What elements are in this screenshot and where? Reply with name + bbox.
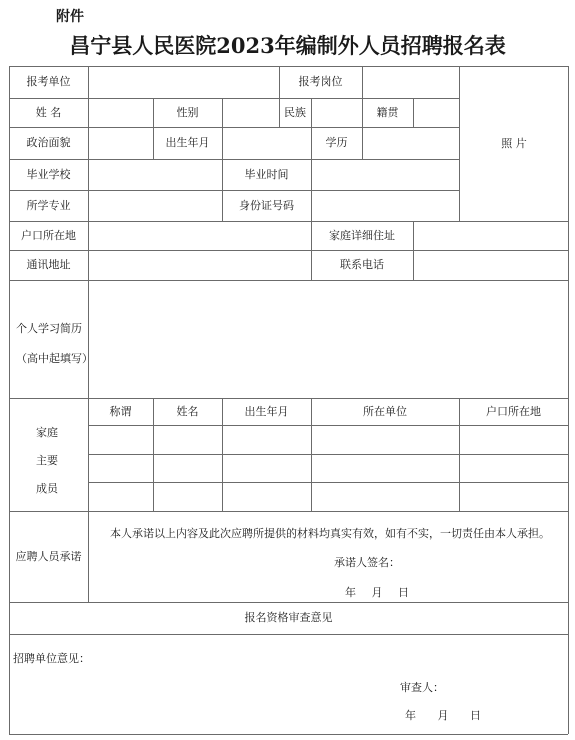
family-label-3: 成员 — [36, 482, 58, 495]
pledge-date[interactable]: 年 月 日 — [345, 586, 409, 599]
pledge-text: 本人承诺以上内容及此次应聘所提供的材料均真实有效，如有不实，一切责任由本人承担。 — [110, 527, 550, 540]
review-date[interactable]: 年 月 日 — [405, 709, 481, 722]
row-line — [9, 634, 568, 635]
name-label: 姓 名 — [35, 105, 62, 119]
birth-date-label: 出生年月 — [165, 136, 210, 150]
family-row-3[interactable] — [89, 483, 568, 511]
family-row-2[interactable] — [89, 455, 568, 482]
name-field[interactable] — [89, 99, 153, 127]
apply-unit-label: 报考单位 — [26, 75, 71, 89]
home-address-field[interactable] — [414, 222, 568, 250]
attachment-label: 附件 — [56, 9, 84, 25]
major-field[interactable] — [89, 191, 222, 221]
resume-label: 个人学习简历 — [16, 322, 82, 335]
pledge-signature[interactable]: 承诺人签名： — [334, 556, 400, 569]
phone-field[interactable] — [414, 251, 568, 280]
education-label: 学历 — [325, 136, 348, 150]
birth-date-field[interactable] — [223, 128, 311, 159]
review-header: 报名资格审查意见 — [244, 611, 333, 625]
row-line — [9, 734, 568, 735]
apply-post-label: 报考岗位 — [298, 75, 343, 89]
photo-box[interactable]: 照 片 — [501, 137, 527, 151]
apply-post-field[interactable] — [363, 67, 459, 98]
family-col-birth: 出生年月 — [244, 404, 289, 418]
form-title: 昌宁县人民医院2023年编制外人员招聘报名表 — [69, 33, 506, 58]
unit-opinion-label: 招聘单位意见： — [13, 652, 90, 665]
family-col-name: 姓名 — [176, 404, 199, 418]
apply-unit-field[interactable] — [89, 67, 279, 98]
education-field[interactable] — [363, 128, 459, 159]
native-place-label: 籍贯 — [376, 105, 399, 119]
pledge-label: 应聘人员承诺 — [15, 549, 82, 563]
gender-field[interactable] — [223, 99, 279, 127]
phone-label: 联系电话 — [340, 258, 384, 272]
ethnicity-field[interactable] — [312, 99, 362, 127]
row-line — [9, 511, 568, 512]
resume-note: （高中起填写） — [16, 352, 93, 365]
ethnicity-label: 民族 — [284, 105, 306, 119]
native-place-field[interactable] — [414, 99, 459, 127]
home-address-label: 家庭详细住址 — [329, 228, 395, 242]
family-row-1[interactable] — [89, 426, 568, 454]
col-line — [568, 66, 569, 734]
political-status-field[interactable] — [89, 128, 153, 159]
gender-label: 性别 — [176, 105, 199, 119]
resume-field[interactable] — [89, 281, 568, 398]
family-label-1: 家庭 — [36, 426, 58, 439]
hukou-location-label: 户口所在地 — [21, 228, 76, 242]
graduate-school-field[interactable] — [89, 160, 222, 190]
graduation-time-label: 毕业时间 — [244, 167, 289, 181]
family-col-relation: 称谓 — [109, 404, 132, 418]
id-number-field[interactable] — [312, 191, 459, 221]
graduate-school-label: 毕业学校 — [26, 167, 71, 181]
major-label: 所学专业 — [26, 198, 71, 212]
family-col-hukou: 户口所在地 — [486, 404, 541, 418]
mailing-address-label: 通讯地址 — [26, 258, 71, 272]
graduation-time-field[interactable] — [312, 160, 459, 190]
political-status-label: 政治面貌 — [26, 136, 71, 150]
family-label-2: 主要 — [36, 454, 58, 467]
mailing-address-field[interactable] — [89, 251, 311, 280]
id-number-label: 身份证号码 — [239, 198, 294, 212]
reviewer-label[interactable]: 审查人： — [400, 681, 444, 694]
family-col-workplace: 所在单位 — [363, 404, 407, 418]
hukou-location-field[interactable] — [89, 222, 311, 250]
